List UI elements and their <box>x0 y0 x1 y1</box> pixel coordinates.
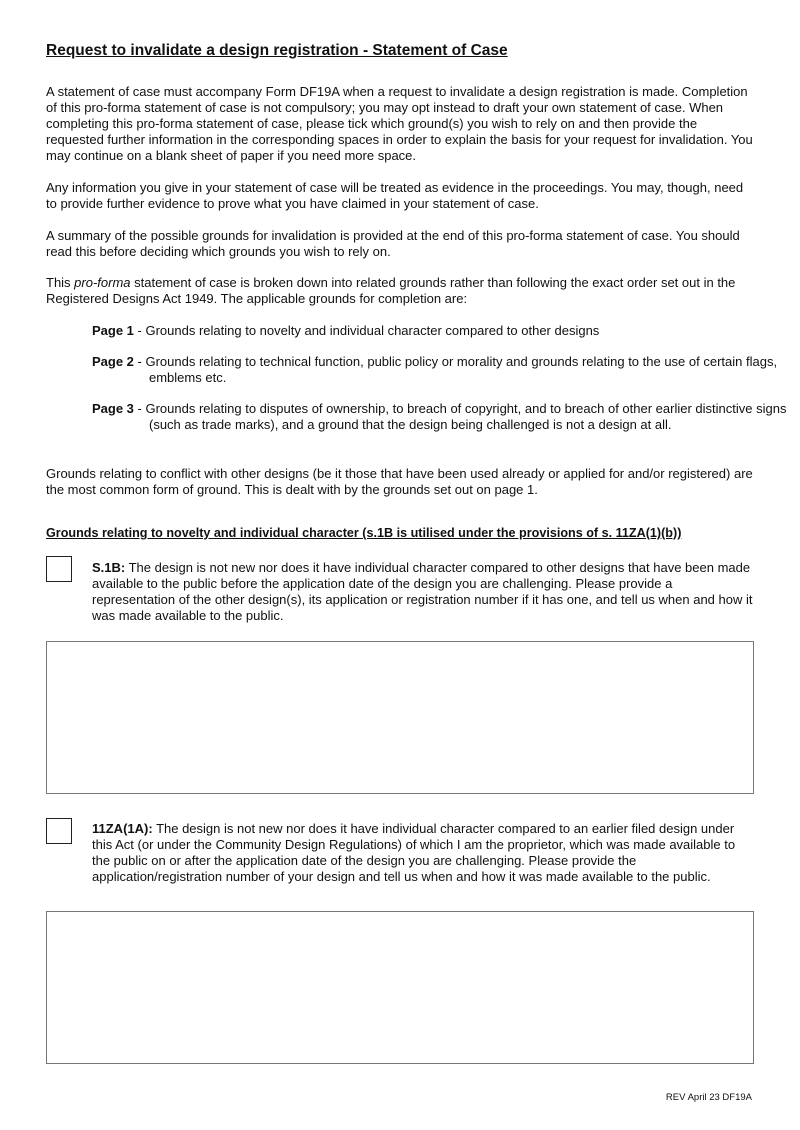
page-label: Page 1 <box>92 323 134 338</box>
form-revision-footer: REV April 23 DF19A <box>665 1092 752 1103</box>
intro-p4-start: This <box>46 275 75 290</box>
intro-p4-end: statement of case is broken down into related grounds rather than following the exact order set out in the Registered Designs Act 1949. The applicable grounds for completion are: <box>46 275 736 306</box>
ground-description: The design is not new nor does it have individual character compared to other designs that have been made available to the public before the application date of the design you are challenging. Please provide a representation of the other design(s), its application or registration number if it has one, and tell us when and how it was made available to the public. <box>92 560 753 623</box>
page-list-item-1 <box>92 323 800 339</box>
ground-s1b-text <box>92 560 756 624</box>
intro-paragraph-2: Any information you give in your statement of case will be treated as evidence in the proceedings. You may, though, need to provide further evidence to prove what you have claimed in your statement of case. <box>46 180 744 211</box>
page-description: Grounds relating to novelty and individual character compared to other designs <box>145 323 600 338</box>
ground-s1b-checkbox[interactable] <box>46 556 72 582</box>
ground-code: 11ZA(1A): <box>92 821 153 836</box>
ground-code: S.1B: <box>92 560 126 575</box>
page-separator: - <box>133 323 146 338</box>
page-separator: - <box>133 401 146 416</box>
ground-11za1a-checkbox[interactable] <box>46 818 72 844</box>
page-separator: - <box>133 354 146 369</box>
page-title: Request to invalidate a design registration - Statement of Case <box>46 42 508 59</box>
ground-description: The design is not new nor does it have individual character compared to an earlier filed design under this Act (or under the Community Design Regulations) of which I am the proprietor, which was made available to the public on or after the application date of the design you are challenging. Please provide the application/registration number of your design and tell us when and how it was made available to the public. <box>92 821 736 884</box>
page-list-item-2 <box>92 354 800 386</box>
intro-paragraph-1: A statement of case must accompany Form DF19A when a request to invalidate a design registration is made. Completion of this pro-forma statement of case is not compulsory; you may opt instead to draft your own statement of case. When completing this pro-forma statement of case, please tick which ground(s) you wish to rely on and then provide the requested further information in the corresponding spaces in order to explain the basis for your request for invalidation. You may continue on a blank sheet of paper if you need more space. <box>46 84 753 163</box>
page-label: Page 2 <box>92 354 134 369</box>
intro-p4-italic: pro-forma <box>74 275 131 290</box>
intro-paragraph-3: A summary of the possible grounds for invalidation is provided at the end of this pro-forma statement of case. You should read this before deciding which grounds you wish to rely on. <box>46 228 740 259</box>
ground-s1b-answer-box[interactable] <box>46 641 754 794</box>
section-heading: Grounds relating to novelty and individual character (s.1B is utilised under the provisions of s. 11ZA(1)(b)) <box>46 526 682 540</box>
page-label: Page 3 <box>92 401 134 416</box>
page-description: Grounds relating to disputes of ownership, to breach of copyright, and to breach of other earlier distinctive signs (such as trade marks), and a ground that the design being challenged is not a design at all. <box>145 401 787 432</box>
ground-11za1a-answer-box[interactable] <box>46 911 754 1064</box>
ground-11za1a-text <box>92 821 756 885</box>
intro-paragraph-4 <box>46 275 756 307</box>
page-description: Grounds relating to technical function, public policy or morality and grounds relating to the use of certain flags, emblems etc. <box>145 354 778 385</box>
page-list-item-3 <box>92 401 800 433</box>
intro-paragraph-5: Grounds relating to conflict with other designs (be it those that have been used already or applied for and/or registered) are the most common form of ground. This is dealt with by the grounds set out on page 1. <box>46 466 753 497</box>
